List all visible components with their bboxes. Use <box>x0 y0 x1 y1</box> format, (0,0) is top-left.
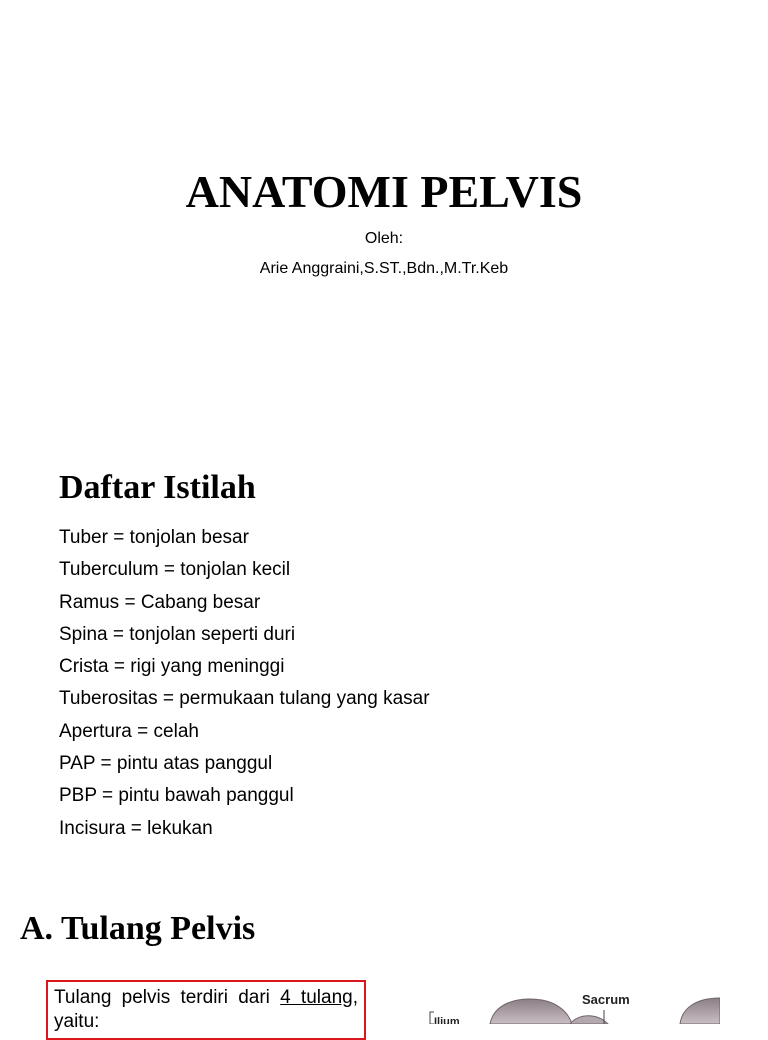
pelvic-bones-heading: A. Tulang Pelvis <box>20 910 256 947</box>
pelvis-bone-drawing <box>420 986 720 1024</box>
ilium-label: Ilium <box>434 1016 460 1024</box>
pelvis-illustration <box>420 986 720 1024</box>
glossary-item: PBP = pintu bawah panggul <box>59 785 294 807</box>
glossary-item: Crista = rigi yang meninggi <box>59 656 285 678</box>
left-ilium-shape <box>490 999 572 1024</box>
glossary-item: Tuberculum = tonjolan kecil <box>59 559 291 581</box>
textbox-text: Tulang pelvis terdiri dari <box>54 987 281 1008</box>
author-name: Arie Anggraini,S.ST.,Bdn.,M.Tr.Keb <box>259 260 509 277</box>
glossary-item: Spina = tonjolan seperti duri <box>59 623 296 645</box>
glossary-item: Apertura = celah <box>59 720 199 742</box>
sacrum-shape <box>570 1016 608 1024</box>
glossary-item: Ramus = Cabang besar <box>59 591 261 613</box>
pelvic-bones-textbox <box>46 980 366 1040</box>
glossary-item: PAP = pintu atas panggul <box>59 753 273 775</box>
glossary-item: Tuberositas = permukaan tulang yang kasar <box>59 688 430 710</box>
textbox-underlined-text: 4 tulang <box>280 987 353 1008</box>
by-label: Oleh: <box>364 230 404 247</box>
glossary-heading: Daftar Istilah <box>59 469 256 506</box>
sacrum-label: Sacrum <box>582 992 630 1007</box>
textbox-text-end: , yaitu: <box>54 987 358 1032</box>
glossary-list <box>59 522 430 845</box>
right-ilium-shape <box>680 998 720 1024</box>
slide-title: ANATOMI PELVIS <box>185 166 583 217</box>
glossary-item: Tuber = tonjolan besar <box>59 527 249 548</box>
glossary-item: Incisura = lekukan <box>59 817 213 839</box>
